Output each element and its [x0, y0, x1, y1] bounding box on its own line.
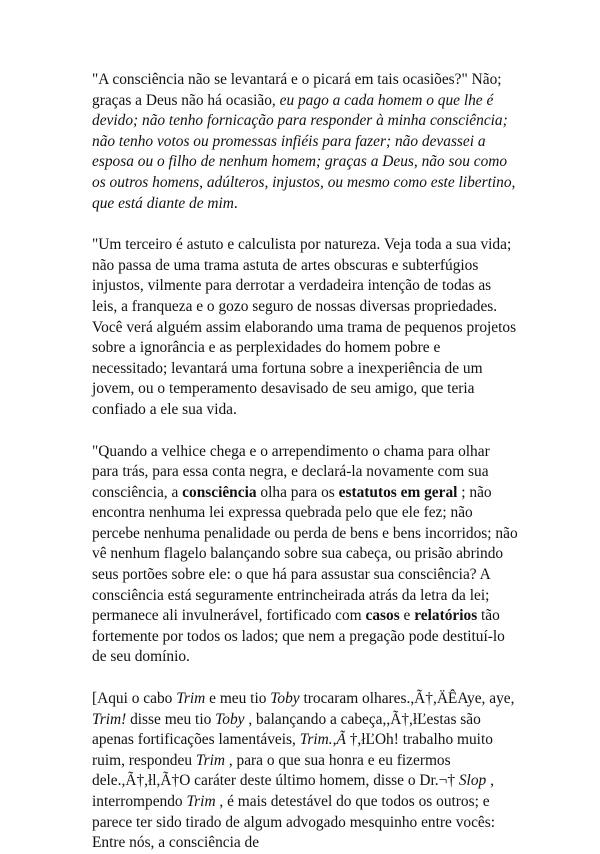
text-run: e	[399, 607, 415, 625]
text-run: "A consciência não se levantará e o picará em tais ocasiões?" Não; graças a Deus não há ocasião,	[92, 71, 502, 109]
text-run: "Quando a velhice chega e o arrependimento o chama para olhar para trás, para essa conta negra, e declará-la novamente com sua consciência, a	[92, 442, 490, 501]
bold-text-run: relatórios	[414, 607, 478, 625]
paragraph-conscience-question	[92, 70, 518, 214]
text-run: [Aqui o cabo	[92, 690, 177, 708]
paragraph-third-man	[92, 235, 518, 420]
italic-text-run: Slop	[458, 772, 487, 790]
paragraph-old-age	[92, 442, 518, 669]
italic-text-run: Trim.,Ã	[299, 731, 346, 749]
text-run: disse meu tio	[126, 710, 216, 728]
text-run: , para o que sua honra e eu fizermos dele.,Ã†,łl,Ã†O caráter deste último homem, disse o Dr.¬†	[92, 751, 459, 790]
italic-text-run: Trim	[195, 751, 225, 769]
text-run: .	[233, 194, 238, 212]
italic-text-run: Toby	[270, 690, 300, 708]
italic-text-run: Trim!	[92, 710, 127, 728]
text-run: ; não encontra nenhuma lei expressa quebrada pelo que ele fez; não percebe nenhuma penalidade ou perda de bens e bens incorridos; não vê nenhum flagelo balançando sobre sua cabeça, ou prisão abrindo seus portões sobre ele: o que há para assustar sua consciência? A consciência está seguramente entrincheirada atrás da letra da lei; permanece ali invulnerável, fortificado com	[92, 483, 518, 625]
text-run: , balançando a cabeça,,Ã†,łĽestas são apenas fortificações lamentáveis,	[92, 710, 481, 749]
italic-text-run: Toby	[215, 710, 245, 728]
bold-text-run: consciência	[182, 483, 257, 501]
italic-text-run: eu pago a cada homem o que lhe é devido; não tenho fornicação para responder à minha consciência; não tenho votos ou promessas infiéis para fazer; não devassei a esposa ou o filho de nenhum homem; graças a Deus, não sou como os outros homens, adúlteros, injustos, ou mesmo como este libertino, que está diante de mim	[92, 91, 516, 212]
text-run: tão fortemente por todos os lados; que nem a pregação pode destituí-lo de seu domínio.	[92, 607, 505, 666]
text-run: , interrompendo	[92, 772, 494, 810]
text-run: olha para os	[256, 483, 339, 501]
bold-text-run: estatutos em geral	[338, 483, 458, 501]
text-run: trocaram olhares.,Ã†,ÄÊAye, aye,	[299, 690, 515, 708]
paragraph-trim-toby	[92, 689, 518, 854]
text-run: †,łĽOh! trabalho muito ruim, respondeu	[92, 731, 493, 769]
italic-text-run: Trim	[176, 690, 206, 708]
text-run: e meu tio	[205, 690, 271, 708]
italic-text-run: Trim	[186, 793, 216, 810]
text-run: "Um terceiro é astuto e calculista por natureza. Veja toda a sua vida; não passa de uma trama astuta de artes obscuras e subterfúgios injustos, vilmente para derrotar a verdadeira intenção de todas as leis, a franqueza e o gozo seguro de nossas diversas propriedades. Você verá alguém assim elaborando uma trama de pequenos projetos sobre a ignorância e as perplexidades do homem pobre e necessitado; levantará uma fortuna sobre a inexperiência de um jovem, ou o temperamento desavisado de seu amigo, que teria confiado a ele sua vida.	[92, 236, 517, 418]
bold-text-run: casos	[365, 607, 400, 625]
text-run: , é mais detestável do que todos os outros; e parece ter sido tirado de algum advogado mesquinho entre vocês: Entre nós, a consciência de	[92, 793, 496, 852]
